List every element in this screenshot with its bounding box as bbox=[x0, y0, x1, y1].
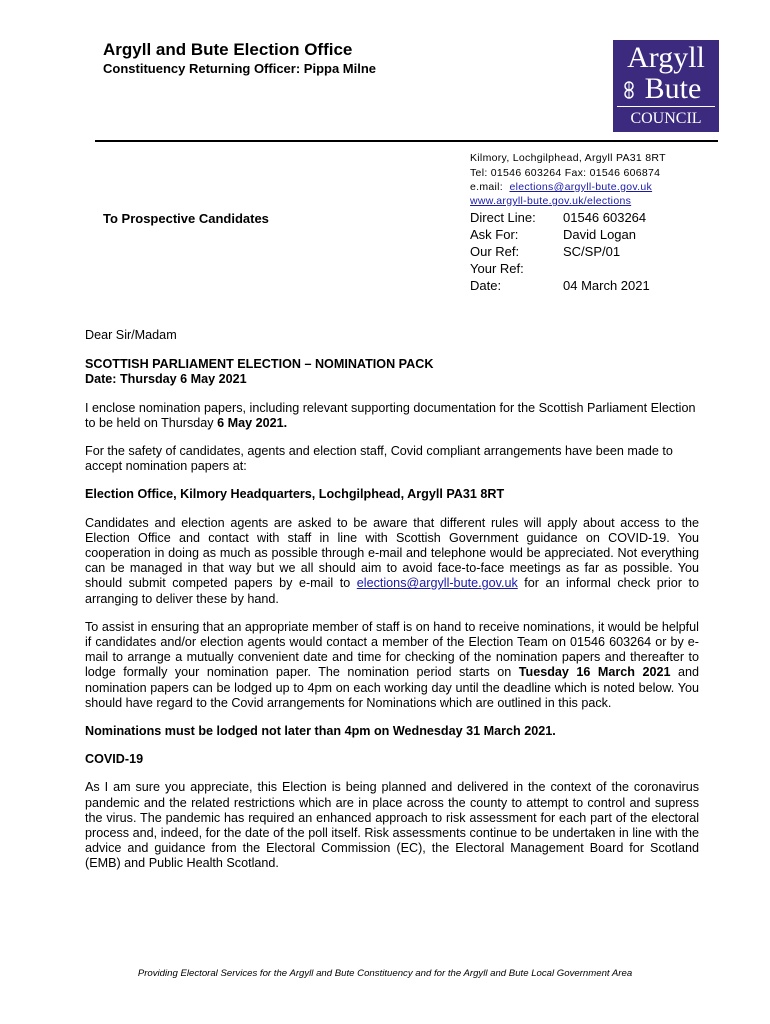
date-value: 04 March 2021 bbox=[563, 278, 650, 293]
email-link[interactable]: elections@argyll-bute.gov.uk bbox=[509, 181, 653, 193]
your-ref-label: Your Ref: bbox=[470, 261, 524, 276]
paragraph-text: To assist in ensuring that an appropriate member of staff is on hand to receive nominations, it would be helpful if candidates and/or election agents would contact a member of the Election Team on 01546 603264 or by e-mail to arrange a mutually convenient date and time for checking of the nomination papers and thereafter to lodge formally your nomination paper. The nomination period starts on bbox=[85, 619, 699, 680]
email-prefix: e.mail: bbox=[470, 181, 510, 193]
paragraph-text: Candidates and election agents are asked to be aware that different rules will apply about access to the Election Office and contact with staff in line with Scottish Government guidance on COVID-19. You cooperation in doing as much as possible through e-mail and telephone would be appreciated. Not everything can be managed in that way but we all should aim to avoid face-to-face meetings as far as possible. You should submit competed papers by e-mail to bbox=[85, 515, 699, 591]
salutation: Dear Sir/Madam bbox=[85, 328, 177, 342]
subject-date: Date: Thursday 6 May 2021 bbox=[85, 372, 247, 387]
paragraph-text: and nomination papers can be lodged up to 4pm on each working day until the deadline which is noted below. You should have regard to the Covid arrangements for Nominations which are outlined in this pack. bbox=[85, 665, 699, 710]
ask-for-label: Ask For: bbox=[470, 227, 519, 242]
footer: Providing Electoral Services for the Argyll and Bute Constituency and for the Argyll and Bute Local Government Area bbox=[137, 968, 633, 979]
direct-line-label: Direct Line: bbox=[470, 210, 536, 225]
date-label: Date: bbox=[470, 278, 502, 293]
paragraph-safety: For the safety of candidates, agents and election staff, Covid compliant arrangements have been made to accept nomination papers at: bbox=[85, 444, 673, 474]
email-line bbox=[470, 180, 652, 195]
paragraph-enclosure bbox=[85, 401, 699, 431]
logo-line-argyll: Argyll bbox=[627, 41, 705, 74]
subject-line: SCOTTISH PARLIAMENT ELECTION – NOMINATION PACK bbox=[85, 357, 434, 372]
elections-email-link[interactable]: elections@argyll-bute.gov.uk bbox=[356, 576, 518, 591]
our-ref-label: Our Ref: bbox=[470, 244, 520, 259]
returning-officer: Constituency Returning Officer: Pippa Milne bbox=[103, 61, 377, 76]
paragraph-covid: As I am sure you appreciate, this Election is being planned and delivered in the context of the coronavirus pandemic and the related restrictions which are in place across the county to attempt to control and supress the virus. The pandemic has required an enhanced approach to risk assessment for each part of the electoral process and, indeed, for the date of the poll itself. Risk assessments continue to be undertaken in line with the advice and guidance from the Electoral Commission (EC), the Electoral Management Board for Scotland (EMB) and Public Health Scotland. bbox=[85, 780, 699, 871]
paragraph-text: I enclose nomination papers, including relevant supporting documentation for the Scottish Parliament Election to be held on Thursday bbox=[85, 400, 696, 430]
nomination-start-date: Tuesday 16 March 2021 bbox=[518, 665, 671, 680]
header-divider bbox=[95, 140, 718, 142]
paragraph-text: for an informal check prior to arranging to deliver these by hand. bbox=[85, 576, 699, 606]
website-line bbox=[470, 194, 631, 209]
letter-body bbox=[85, 328, 699, 885]
phone-fax-line: Tel: 01546 603264 Fax: 01546 606874 bbox=[470, 167, 661, 179]
direct-line-value: 01546 603264 bbox=[563, 210, 647, 225]
paragraph-nominations bbox=[85, 620, 699, 711]
election-date: 6 May 2021. bbox=[217, 415, 288, 430]
council-logo bbox=[613, 40, 719, 132]
logo-line-bute: Bute bbox=[644, 72, 702, 105]
nomination-deadline: Nominations must be lodged not later than 4pm on Wednesday 31 March 2021. bbox=[85, 724, 556, 739]
recipient: To Prospective Candidates bbox=[103, 211, 269, 226]
covid-heading: COVID-19 bbox=[85, 752, 144, 767]
our-ref-value: SC/SP/01 bbox=[563, 244, 621, 259]
website-link[interactable]: www.argyll-bute.gov.uk/elections bbox=[470, 195, 632, 207]
address-line: Kilmory, Lochgilphead, Argyll PA31 8RT bbox=[470, 152, 666, 164]
office-title: Argyll and Bute Election Office bbox=[103, 40, 353, 59]
election-office-address: Election Office, Kilmory Headquarters, Lochgilphead, Argyll PA31 8RT bbox=[85, 487, 505, 502]
paragraph-access bbox=[85, 516, 699, 607]
ask-for-value: David Logan bbox=[563, 227, 636, 242]
logo-line-council: COUNCIL bbox=[617, 106, 715, 129]
